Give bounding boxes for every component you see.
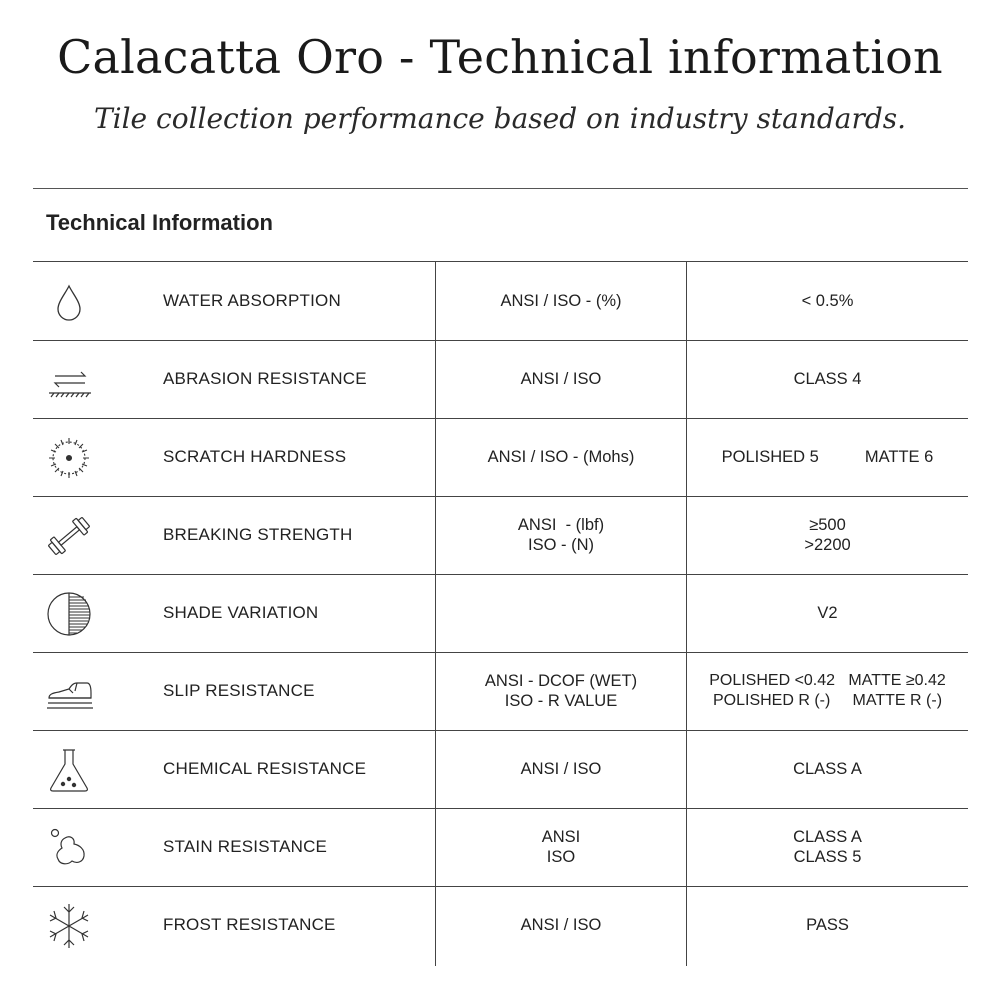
standard-text: ANSI / ISO [520, 370, 602, 388]
value-cell [687, 262, 968, 340]
standard-text: ANSI - DCOF (WET) [484, 672, 638, 690]
value-cell [687, 652, 968, 730]
table-row [33, 418, 968, 496]
property-label: SCRATCH HARDNESS [163, 447, 347, 466]
flask-icon [41, 742, 97, 798]
gear-icon [41, 430, 97, 486]
table-row [33, 652, 968, 730]
page-subtitle: Tile collection performance based on industry standards. [93, 102, 907, 135]
standard-text: ISO - R VALUE [504, 692, 618, 710]
value-cell [687, 340, 968, 418]
value-cell [687, 886, 968, 964]
standard-cell [436, 652, 686, 730]
standard-text: ANSI / ISO - (%) [500, 292, 622, 310]
value-cell [687, 730, 968, 808]
dumbbell-icon [41, 508, 97, 564]
value-cell [687, 808, 968, 886]
value-cell [687, 574, 968, 652]
table-row [33, 808, 968, 886]
table-row [33, 886, 968, 964]
table-row [33, 340, 968, 418]
value-matte: MATTE 6 [864, 448, 934, 466]
page-title: Calacatta Oro - Technical information [57, 30, 943, 84]
section-title: Technical Information [46, 210, 273, 235]
standard-cell [436, 262, 686, 340]
standard-text: ISO [546, 848, 576, 866]
shoe-icon [41, 664, 97, 720]
value-text: < 0.5% [801, 292, 854, 310]
standard-text: ISO - (N) [528, 536, 594, 554]
property-label: WATER ABSORPTION [163, 291, 341, 310]
standard-cell [436, 340, 686, 418]
abrasion-icon [41, 352, 97, 408]
value-cell [687, 496, 968, 574]
value-cell [687, 418, 968, 496]
property-label: CHEMICAL RESISTANCE [163, 759, 367, 778]
half-circle-icon [41, 586, 97, 642]
value-text: CLASS A [793, 760, 862, 778]
stain-icon [41, 820, 97, 876]
property-label: SLIP RESISTANCE [163, 681, 315, 700]
value-text: POLISHED R (-) MATTE R (-) [712, 692, 943, 709]
value-text: CLASS 4 [793, 370, 862, 388]
divider [33, 188, 968, 189]
value-text: PASS [806, 916, 849, 934]
standard-cell [436, 496, 686, 574]
standard-cell [436, 886, 686, 964]
snowflake-icon [41, 898, 97, 954]
property-label: BREAKING STRENGTH [163, 525, 353, 544]
water-drop-icon [41, 274, 97, 330]
property-label: STAIN RESISTANCE [163, 837, 328, 856]
standard-text: ANSI / ISO - (Mohs) [487, 448, 635, 466]
standard-cell [436, 730, 686, 808]
table-row [33, 262, 968, 340]
standard-text: ANSI / ISO [520, 760, 602, 778]
standard-cell [436, 808, 686, 886]
standard-cell [436, 418, 686, 496]
value-text: V2 [817, 604, 838, 622]
property-label: SHADE VARIATION [163, 603, 319, 622]
value-text: CLASS 5 [793, 848, 862, 866]
value-text: POLISHED <0.42 MATTE ≥0.42 [709, 672, 946, 689]
value-polished: POLISHED 5 [721, 448, 819, 466]
standard-text: ANSI - (lbf) [517, 516, 605, 534]
standard-text: ANSI [541, 828, 581, 846]
table-row [33, 496, 968, 574]
property-label: FROST RESISTANCE [163, 915, 336, 934]
table-row [33, 730, 968, 808]
table-row [33, 574, 968, 652]
value-text: >2200 [804, 536, 851, 554]
value-text: CLASS A [793, 828, 862, 846]
value-text: ≥500 [809, 516, 846, 534]
property-label: ABRASION RESISTANCE [163, 369, 367, 388]
technical-table [33, 261, 968, 966]
standard-cell [436, 574, 686, 652]
standard-text: ANSI / ISO [520, 916, 602, 934]
